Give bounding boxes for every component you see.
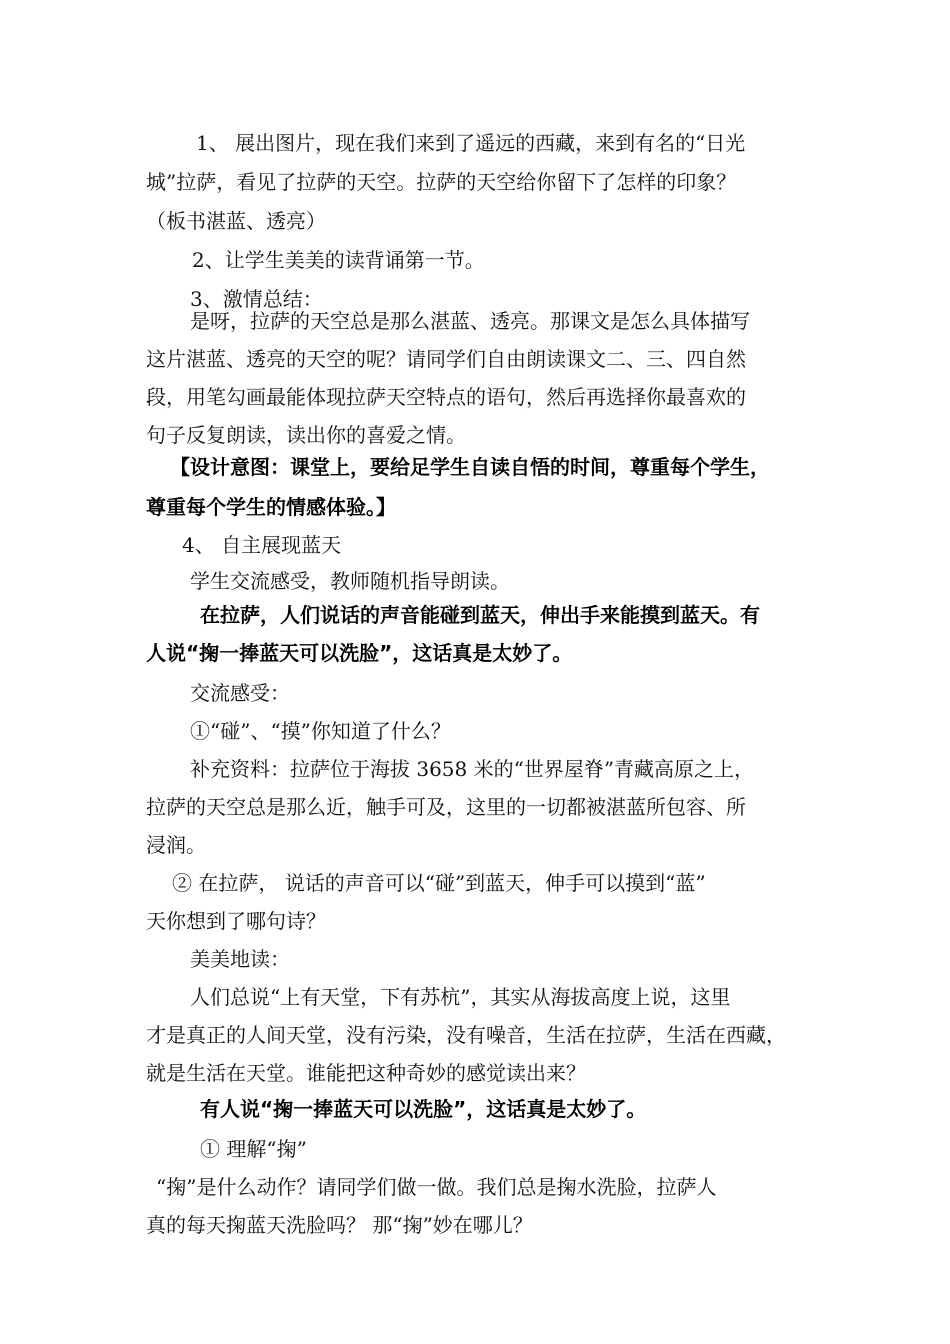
text-line-23: 美美地读：	[190, 947, 290, 971]
text-line-21: ② 在拉萨， 说话的声音可以“碰”到蓝天，伸手可以摸到“蓝”	[172, 871, 706, 895]
text-line-22: 天你想到了哪句诗？	[146, 909, 326, 933]
text-line-8: 段，用笔勾画最能体现拉萨天空特点的语句，然后再选择你最喜欢的	[146, 385, 746, 409]
design-intent-line-2: 尊重每个学生的情感体验。】	[146, 495, 396, 519]
text-line-25: 才是真正的人间天堂，没有污染，没有噪音，生活在拉萨，生活在西藏，	[146, 1023, 786, 1047]
text-line-16: 交流感受：	[190, 681, 290, 705]
design-intent-line-1: 【设计意图：课堂上，要给足学生自读自悟的时间，尊重每个学生，	[170, 455, 770, 479]
bold-quote-line-3: 有人说“掬一捧蓝天可以洗脸”，这话真是太妙了。	[200, 1097, 647, 1121]
text-line-20: 浸润。	[146, 833, 206, 857]
text-line-30: 真的每天掬蓝天洗脸吗？ 那“掬”妙在哪儿？	[146, 1213, 533, 1237]
text-line-17: ①“碰”、“摸”你知道了什么？	[190, 719, 451, 743]
text-line-18: 补充资料：拉萨位于海拔 3658 米的“世界屋脊”青藏高原之上，	[190, 757, 755, 781]
text-line-24: 人们总说“上有天堂，下有苏杭”，其实从海拔高度上说，这里	[190, 985, 731, 1009]
bold-quote-line-2: 人说“掬一捧蓝天可以洗脸”，这话真是太妙了。	[146, 641, 573, 665]
text-line-13: 学生交流感受，教师随机指导朗读。	[190, 569, 510, 593]
text-line-28: ① 理解“掬”	[200, 1137, 307, 1161]
text-line-7: 这片湛蓝、透亮的天空的呢？请同学们自由朗读课文二、三、四自然	[146, 347, 746, 371]
text-line-29: “掬”是什么动作？请同学们做一做。我们总是掬水洗脸，拉萨人	[156, 1175, 717, 1199]
text-line-2: 城”拉萨，看见了拉萨的天空。拉萨的天空给你留下了怎样的印象？	[146, 170, 737, 194]
text-line-3: （板书湛蓝、透亮）	[146, 209, 326, 233]
text-line-1: 1、 展出图片，现在我们来到了遥远的西藏，来到有名的“日光	[196, 131, 746, 155]
text-line-6: 是呀，拉萨的天空总是那么湛蓝、透亮。那课文是怎么具体描写	[190, 309, 750, 333]
text-line-19: 拉萨的天空总是那么近，触手可及，这里的一切都被湛蓝所包容、所	[146, 795, 746, 819]
text-line-9: 句子反复朗读，读出你的喜爱之情。	[146, 423, 466, 447]
text-line-4: 2、让学生美美的读背诵第一节。	[192, 248, 485, 272]
text-line-5: 3、激情总结：	[190, 287, 323, 311]
text-line-12: 4、 自主展现蓝天	[182, 533, 342, 557]
text-line-26: 就是生活在天堂。谁能把这种奇妙的感觉读出来？	[146, 1061, 586, 1085]
bold-quote-line-1: 在拉萨，人们说话的声音能碰到蓝天，伸出手来能摸到蓝天。有	[200, 603, 760, 627]
